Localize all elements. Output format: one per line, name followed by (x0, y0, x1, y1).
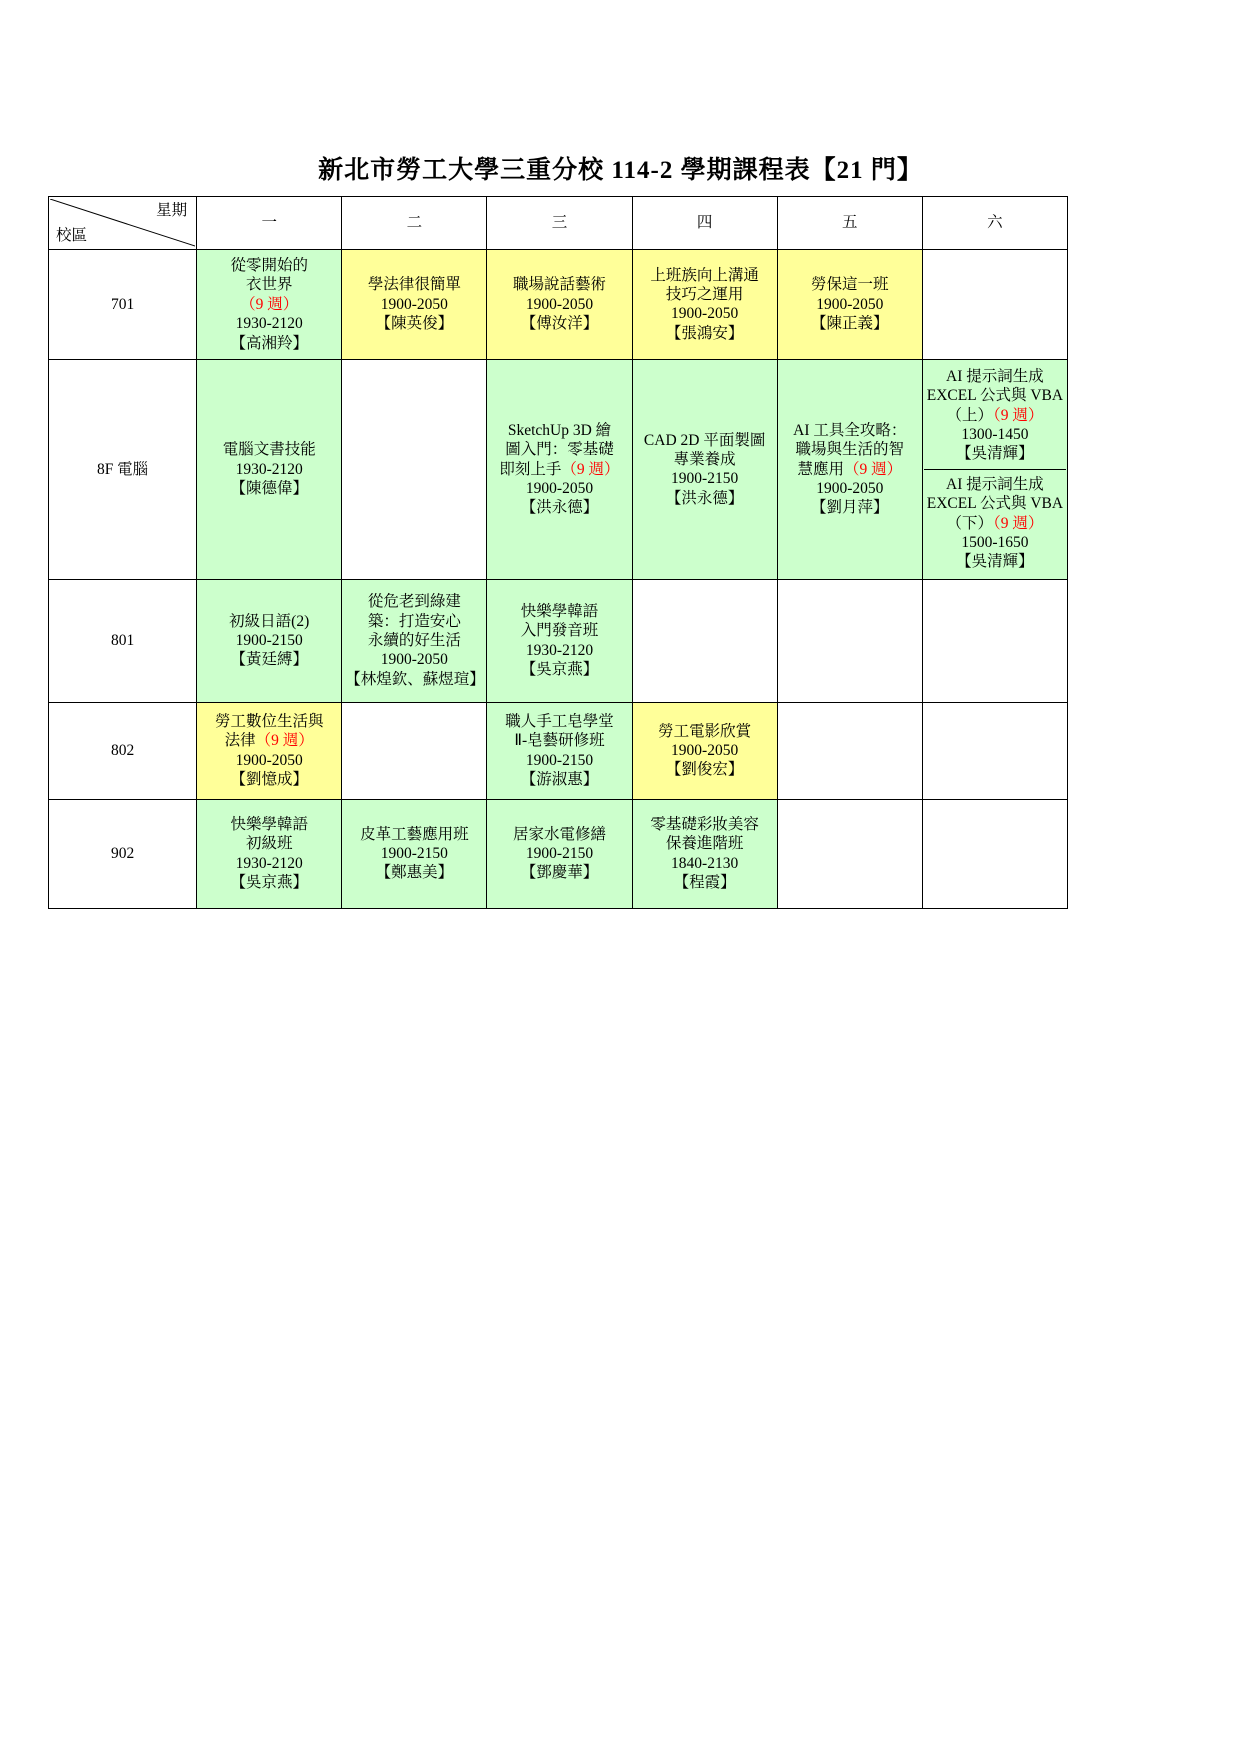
course-entry (488, 271, 630, 337)
course-entry (779, 271, 921, 337)
course-entry (343, 271, 485, 337)
empty-cell (342, 359, 487, 579)
table-row (49, 579, 1068, 702)
campus-cell: 8F 電腦 (49, 359, 197, 579)
course-weeks-note: （9 週） (992, 406, 1044, 424)
day-header-6: 六 (922, 197, 1067, 250)
course-teacher: 【劉月萍】 (811, 499, 889, 517)
corner-campus-label: 校區 (56, 226, 88, 244)
course-name-line: AI 提示詞生成 (946, 367, 1044, 385)
course-time: 1500-1650 (961, 533, 1029, 551)
course-name-line: 法律（9 週） (224, 732, 314, 750)
course-time: 1930-2120 (235, 460, 303, 478)
course-name-line: AI 工具全攻略： (793, 421, 907, 439)
course-cell (487, 359, 632, 579)
table-row (49, 359, 1068, 579)
day-header-2: 二 (342, 197, 487, 250)
course-subcell (924, 362, 1066, 470)
course-entry (924, 470, 1066, 577)
course-teacher: 【高湘羚】 (230, 334, 308, 352)
course-name-line: EXCEL 公式與 VBA (926, 387, 1064, 405)
course-cell (487, 702, 632, 799)
course-name-line: 皮革工藝應用班 (360, 825, 469, 843)
course-entry (198, 436, 340, 502)
course-time: 1900-2050 (525, 295, 594, 313)
course-name-line: 勞保這一班 (811, 276, 889, 294)
course-teacher: 【陳德偉】 (230, 479, 308, 497)
course-time: 1300-1450 (961, 426, 1029, 443)
course-time: 1930-2120 (235, 315, 303, 333)
course-name-line: 勞工數位生活與 (214, 712, 324, 730)
course-teacher: 【劉憶成】 (230, 771, 308, 788)
course-teacher: 【陳英俊】 (375, 315, 454, 333)
campus-cell: 801 (49, 579, 197, 702)
course-cell (197, 250, 342, 360)
course-time: 1900-2050 (380, 651, 448, 669)
course-name-line: 職場與生活的智 (795, 441, 905, 459)
course-time: 1900-2050 (671, 741, 739, 759)
course-teacher: 【吳清輝】 (956, 445, 1034, 463)
course-teacher: 【吳京燕】 (520, 661, 599, 678)
course-time: 1900-2050 (525, 479, 594, 497)
course-cell (632, 702, 777, 799)
course-name-line: 職場說話藝術 (512, 276, 606, 294)
course-name-line: AI 提示詞生成 (946, 475, 1044, 493)
course-entry (198, 252, 340, 357)
course-weeks-note: （9 週） (255, 732, 314, 750)
course-teacher: 【陳正義】 (811, 315, 889, 333)
day-header-4: 四 (632, 197, 777, 250)
course-time: 1900-2050 (380, 295, 448, 313)
course-entry (634, 427, 776, 513)
course-entry (924, 362, 1066, 469)
course-cell (922, 359, 1067, 579)
table-header-row (49, 197, 1068, 250)
empty-cell (777, 702, 922, 799)
course-schedule-table (48, 196, 1068, 909)
course-entry (634, 718, 776, 784)
empty-cell (632, 579, 777, 702)
table-row (49, 250, 1068, 360)
course-name-line: 衣世界 (245, 276, 293, 294)
course-name-line: 初級班 (245, 835, 293, 853)
campus-cell: 902 (49, 799, 197, 908)
course-name-line: EXCEL 公式與 VBA (926, 495, 1064, 513)
course-name-line: 快樂學韓語 (520, 602, 599, 620)
course-entry (198, 608, 340, 674)
course-time: 1900-2050 (671, 305, 739, 323)
course-entry (343, 588, 485, 693)
course-name-line: 入門發音班 (520, 622, 599, 640)
course-teacher: 【鄧慶華】 (520, 864, 599, 882)
course-teacher: 【傅汝洋】 (520, 315, 599, 333)
course-cell (777, 359, 922, 579)
course-cell (487, 250, 632, 360)
course-entry (198, 811, 340, 897)
course-name-line: 技巧之運用 (665, 286, 744, 304)
course-teacher: 【鄭惠美】 (375, 864, 454, 882)
course-time: 1900-2150 (380, 844, 448, 862)
course-time: 1930-2120 (525, 641, 594, 659)
course-weeks-note: （9 週） (561, 460, 620, 478)
course-subcell (924, 470, 1066, 577)
course-name-line: 從零開始的 (230, 257, 308, 274)
course-time: 1930-2120 (235, 854, 303, 872)
course-cell (777, 250, 922, 360)
course-time: 1840-2130 (671, 854, 739, 872)
course-name-line: 圖入門：零基礎 (505, 441, 614, 459)
course-cell (197, 359, 342, 579)
course-cell (632, 359, 777, 579)
course-teacher: 【黃廷縛】 (230, 651, 308, 669)
course-teacher: 【洪永德】 (665, 489, 744, 507)
course-time: 1900-2050 (816, 479, 884, 497)
course-cell (342, 579, 487, 702)
course-cell (632, 250, 777, 360)
course-name-line: 學法律很簡單 (367, 276, 461, 294)
course-cell (342, 250, 487, 360)
course-cell (342, 799, 487, 908)
course-entry (634, 262, 776, 348)
course-name-line: 初級日語(2) (229, 612, 310, 630)
course-name-line: 築：打造安心 (367, 612, 461, 630)
course-teacher: 【洪永德】 (520, 499, 599, 517)
course-time: 1900-2050 (235, 751, 303, 769)
course-time: 1900-2150 (235, 631, 303, 649)
course-time: 1900-2050 (816, 295, 884, 313)
course-entry (488, 708, 630, 794)
page-title: 新北市勞工大學三重分校 114-2 學期課程表【21 門】 (318, 157, 923, 184)
course-name-line: 零基礎彩妝美容 (650, 815, 759, 833)
course-teacher: 【張鴻安】 (665, 324, 744, 342)
empty-cell (922, 799, 1067, 908)
empty-cell (922, 702, 1067, 799)
course-teacher: 【林煌欽、蘇煜瑄】 (345, 670, 485, 688)
empty-cell (777, 579, 922, 702)
course-teacher: 【游淑惠】 (520, 771, 599, 788)
course-name-line: 居家水電修繕 (512, 825, 606, 843)
course-cell (487, 799, 632, 908)
course-teacher: 【劉俊宏】 (665, 761, 744, 779)
course-name-line: 專業養成 (673, 450, 736, 468)
course-weeks-note: （9 週） (240, 295, 299, 313)
course-teacher: 【吳清輝】 (956, 553, 1034, 571)
course-cell (632, 799, 777, 908)
empty-cell (342, 702, 487, 799)
day-header-1: 一 (197, 197, 342, 250)
course-name-line: （上）（9 週） (946, 406, 1044, 424)
course-name-line: Ⅱ-皂藝研修班 (514, 732, 605, 750)
table-corner-header (49, 197, 197, 250)
campus-cell: 802 (49, 702, 197, 799)
course-weeks-note: （9 週） (843, 460, 903, 478)
course-name-line: 即刻上手（9 週） (499, 460, 620, 478)
day-header-3: 三 (487, 197, 632, 250)
course-entry (488, 821, 630, 887)
course-name-line: SketchUp 3D 繪 (507, 421, 612, 439)
corner-day-label: 星期 (156, 202, 188, 219)
course-entry (198, 708, 340, 794)
campus-cell: 701 (49, 250, 197, 360)
course-weeks-note: （9 週） (992, 514, 1044, 532)
course-name-line: （下）（9 週） (946, 514, 1044, 532)
course-name-line: 上班族向上溝通 (650, 266, 759, 284)
course-time: 1900-2150 (525, 844, 594, 862)
course-name-line: 勞工電影欣賞 (658, 722, 752, 740)
course-entry (779, 417, 921, 522)
course-cell (197, 579, 342, 702)
course-time: 1900-2150 (525, 751, 594, 769)
course-teacher: 【程霞】 (673, 874, 736, 891)
empty-cell (777, 799, 922, 908)
course-cell (197, 799, 342, 908)
table-row (49, 702, 1068, 799)
course-name-line: 職人手工皂學堂 (505, 712, 614, 730)
course-time: 1900-2150 (671, 470, 739, 488)
course-name-line: 快樂學韓語 (230, 815, 308, 833)
course-teacher: 【吳京燕】 (230, 874, 308, 891)
empty-cell (922, 579, 1067, 702)
course-name-line: 電腦文書技能 (222, 441, 316, 459)
course-entry (634, 811, 776, 897)
course-entry (343, 821, 485, 887)
course-cell (197, 702, 342, 799)
day-header-5: 五 (777, 197, 922, 250)
course-name-line: 慧應用（9 週） (797, 460, 903, 478)
empty-cell (922, 250, 1067, 360)
course-entry (488, 598, 630, 684)
course-name-line: CAD 2D 平面製圖 (643, 431, 766, 449)
course-entry (488, 417, 630, 522)
course-name-line: 永續的好生活 (367, 631, 461, 649)
course-cell (487, 579, 632, 702)
table-row (49, 799, 1068, 908)
course-name-line: 從危老到綠建 (367, 593, 461, 611)
course-name-line: 保養進階班 (665, 835, 744, 853)
